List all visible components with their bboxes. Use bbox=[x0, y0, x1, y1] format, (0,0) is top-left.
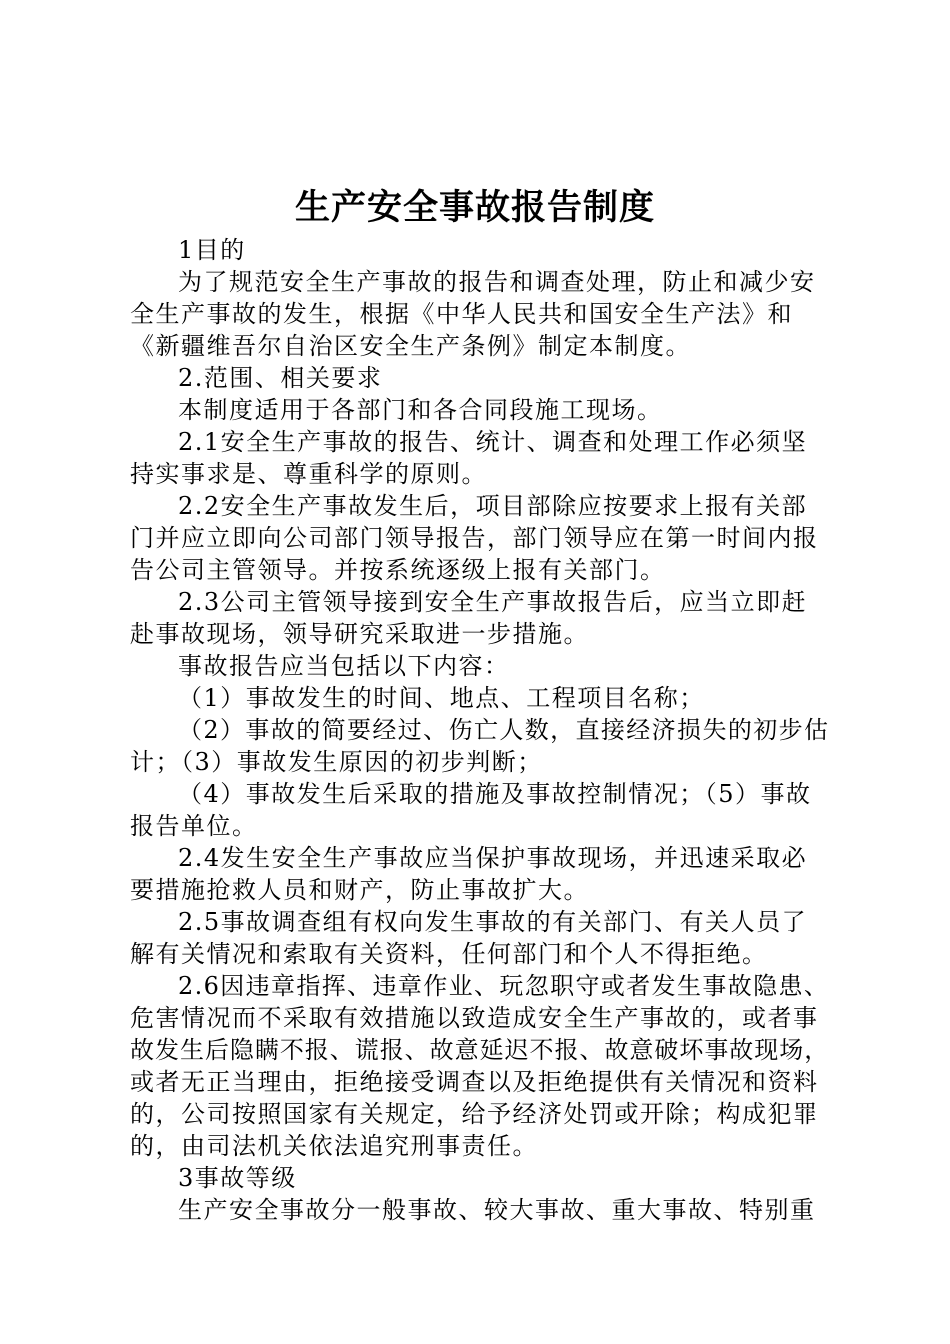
body-line: 解有关情况和索取有关资料，任何部门和个人不得拒绝。 bbox=[130, 940, 768, 968]
body-line: 的，由司法机关依法追究刑事责任。 bbox=[130, 1132, 538, 1160]
body-line: （4）事故发生后采取的措施及事故控制情况；（5）事故 bbox=[178, 780, 812, 808]
document-title: 生产安全事故报告制度 bbox=[294, 188, 655, 228]
body-line: 事故报告应当包括以下内容： bbox=[178, 652, 510, 680]
document-body bbox=[130, 234, 832, 1226]
body-line: 2.3公司主管领导接到安全生产事故报告后，应当立即赶 bbox=[178, 588, 808, 616]
body-line: 为了规范安全生产事故的报告和调查处理，防止和减少安 bbox=[178, 268, 816, 296]
body-line: 3事故等级 bbox=[178, 1164, 297, 1192]
body-line: 持实事求是、尊重科学的原则。 bbox=[130, 460, 487, 488]
body-line: 本制度适用于各部门和各合同段施工现场。 bbox=[178, 396, 663, 424]
body-line: 生产安全事故分一般事故、较大事故、重大事故、特别重 bbox=[178, 1196, 816, 1224]
body-line: 2.4发生安全生产事故应当保护事故现场，并迅速采取必 bbox=[178, 844, 808, 872]
body-line: 报告单位。 bbox=[130, 812, 258, 840]
body-line: 《新疆维吾尔自治区安全生产条例》制定本制度。 bbox=[130, 332, 691, 360]
body-line: 全生产事故的发生，根据《中华人民共和国安全生产法》和 bbox=[130, 300, 793, 328]
body-line: 的，公司按照国家有关规定，给予经济处罚或开除；构成犯罪 bbox=[130, 1100, 819, 1128]
body-line: 1目的 bbox=[178, 236, 246, 264]
body-line: 要措施抢救人员和财产，防止事故扩大。 bbox=[130, 876, 589, 904]
body-line: 2.范围、相关要求 bbox=[178, 364, 383, 392]
body-line: 故发生后隐瞒不报、谎报、故意延迟不报、故意破坏事故现场， bbox=[130, 1036, 830, 1064]
body-line: 2.6因违章指挥、违章作业、玩忽职守或者发生事故隐患、 bbox=[178, 972, 830, 1000]
body-line: 计；（3）事故发生原因的初步判断； bbox=[130, 748, 543, 776]
body-line: （1）事故发生的时间、地点、工程项目名称； bbox=[178, 684, 705, 712]
body-line: 2.1安全生产事故的报告、统计、调查和处理工作必须坚 bbox=[178, 428, 808, 456]
body-line: 2.5事故调查组有权向发生事故的有关部门、有关人员了 bbox=[178, 908, 808, 936]
body-line: （2）事故的简要经过、伤亡人数，直接经济损失的初步估 bbox=[178, 716, 830, 744]
body-line: 赴事故现场，领导研究采取进一步措施。 bbox=[130, 620, 589, 648]
body-line: 告公司主管领导。并按系统逐级上报有关部门。 bbox=[130, 556, 666, 584]
body-line: 或者无正当理由，拒绝接受调查以及拒绝提供有关情况和资料 bbox=[130, 1068, 819, 1096]
body-line: 2.2安全生产事故发生后，项目部除应按要求上报有关部 bbox=[178, 492, 808, 520]
body-line: 门并应立即向公司部门领导报告，部门领导应在第一时间内报 bbox=[130, 524, 819, 552]
body-line: 危害情况而不采取有效措施以致造成安全生产事故的，或者事 bbox=[130, 1004, 819, 1032]
